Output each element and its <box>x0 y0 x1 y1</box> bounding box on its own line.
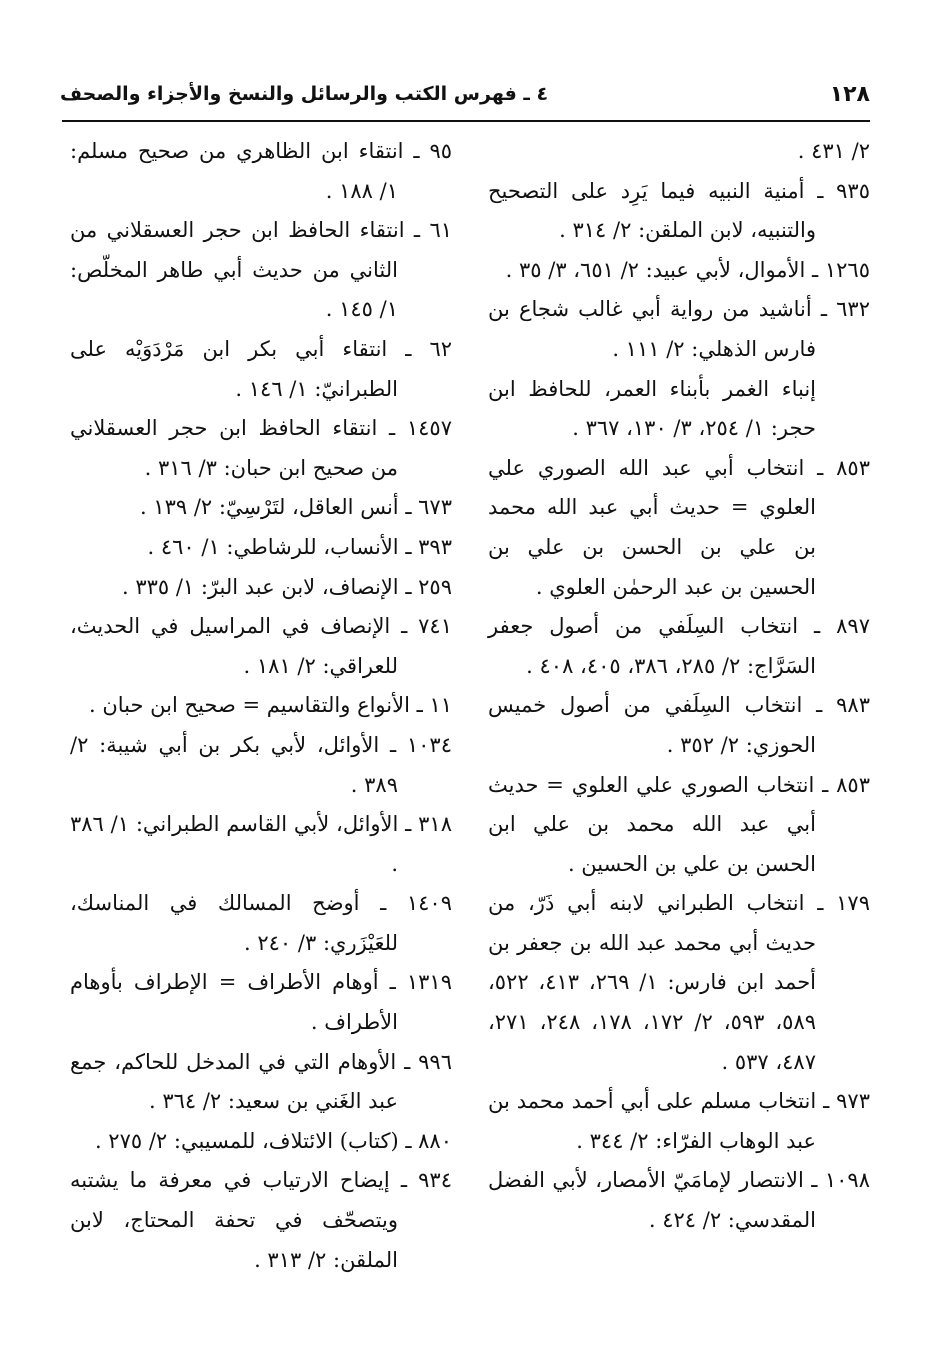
index-entry: ١٤٥٧ ـ انتقاء الحافظ ابن حجر العسقلاني من صحيح ابن حبان: ٣/ ٣١٦ . <box>70 416 452 480</box>
index-entry: ٩٥ ـ انتقاء ابن الظاهري من صحيح مسلم: ١/ ١٨٨ . <box>70 139 452 203</box>
index-entry: ١٤٠٩ ـ أوضح المسالك في المناسك، للعَيْزَري: ٣/ ٢٤٠ . <box>70 891 452 955</box>
index-entry: ٦٣٢ ـ أناشيد من رواية أبي غالب شجاع بن فارس الذهلي: ٢/ ١١١ . <box>488 297 870 361</box>
index-entry: ٩٣٤ ـ إيضاح الارتياب في معرفة ما يشتبه ويتصحّف في تحفة المحتاج، لابن الملقن: ٢/ ٣١٣ . <box>70 1168 452 1272</box>
index-entry: ٩٩٦ ـ الأوهام التي في المدخل للحاكم، جمع عبد الغَني بن سعيد: ٢/ ٣٦٤ . <box>70 1049 452 1114</box>
index-entry: ٦١ ـ انتقاء الحافظ ابن حجر العسقلاني من الثاني من حديث أبي طاهر المخلّص: ١/ ١٤٥ . <box>70 218 452 322</box>
index-entry: ٨٥٣ ـ انتخاب أبي عبد الله الصوري علي العلوي = حديث أبي عبد الله محمد بن علي بن الحسن بن علي بن الحسين بن عبد الرحمٰن العلوي . <box>488 455 870 599</box>
index-entry: ٧٤١ ـ الإنصاف في المراسيل في الحديث، للعراقي: ٢/ ١٨١ . <box>70 614 452 678</box>
index-entry: ٦٧٣ ـ أنس العاقل، لتَرْسِيّ: ٢/ ١٣٩ . <box>139 495 452 520</box>
page-number: ١٢٨ <box>829 81 870 107</box>
header-rule <box>62 120 870 122</box>
left-column <box>70 132 452 1280</box>
index-entry: ٢/ ٤٣١ . <box>797 139 870 163</box>
index-entry: ٩٣٥ ـ أمنية النبيه فيما يَرِد على التصحيح والتنبيه، لابن الملقن: ٢/ ٣١٤ . <box>488 178 870 243</box>
index-entry: ٨٨٠ ـ (كتاب) الائتلاف، للمسيبي: ٢/ ٢٧٥ . <box>94 1128 452 1153</box>
index-entry: ٦٢ ـ انتقاء أبي بكر ابن مَرْدَوَيْه على الطبرانيّ: ١/ ١٤٦ . <box>70 336 452 401</box>
index-entry: ٨٩٧ ـ انتخاب السِلَفي من أصول جعفر السَرَّاج: ٢/ ٢٨٥، ٣٨٦، ٤٠٥، ٤٠٨ . <box>488 614 870 678</box>
index-entry: ٣١٨ ـ الأوائل، لأبي القاسم الطبراني: ١/ ٣٨٦ . <box>70 812 452 876</box>
page-header <box>60 74 870 114</box>
index-entry: ١٠٩٨ ـ الانتصار لإمامَيّ الأمصار، لأبي الفضل المقدسي: ٢/ ٤٢٤ . <box>488 1168 870 1233</box>
index-entry: ١٣١٩ ـ أوهام الأطراف = الإطراف بأوهام الأطراف . <box>70 970 452 1035</box>
index-entry: ٨٥٣ ـ انتخاب الصوري علي العلوي = حديث أبي عبد الله محمد بن علي ابن الحسن بن علي بن الحسين . <box>488 772 870 876</box>
index-entry: ١٠٣٤ ـ الأوائل، لأبي بكر بن أبي شيبة: ٢/ ٣٨٩ . <box>70 732 452 797</box>
right-column <box>488 132 870 1241</box>
index-entry: ٩٧٣ ـ انتخاب مسلم على أبي أحمد محمد بن عبد الوهاب الفرّاء: ٢/ ٣٤٤ . <box>488 1089 870 1153</box>
index-entry: ١١ ـ الأنواع والتقاسيم = صحيح ابن حبان . <box>89 693 452 718</box>
index-entry: ٣٩٣ ـ الأنساب، للرشاطي: ١/ ٤٦٠ . <box>147 534 452 559</box>
index-entry: ١٧٩ ـ انتخاب الطبراني لابنه أبي ذَرّ، من حديث أبي محمد عبد الله بن جعفر بن أحمد ابن فارس: ١/ ٢٦٩، ٤١٣، ٥٢٢، ٥٨٩، ٥٩٣، ٢/ ١٧٢، ١٧٨، ٢٤٨، ٢٧١، ٤٨٧، ٥٣٧ . <box>488 891 870 1074</box>
index-entry: ٩٨٣ ـ انتخاب السِلَفي من أصول خميس الحوزي: ٢/ ٣٥٢ . <box>488 693 870 757</box>
running-title: ٤ ـ فهرس الكتب والرسائل والنسخ والأجزاء والصحف <box>60 83 549 105</box>
index-entry: إنباء الغمر بأبناء العمر، للحافظ ابن حجر: ١/ ٢٥٤، ٣/ ١٣٠، ٣٦٧ . <box>488 376 816 441</box>
index-entry: ١٢٦٥ ـ الأموال، لأبي عبيد: ٢/ ٦٥١، ٣/ ٣٥ . <box>505 257 870 282</box>
index-entry: ٢٥٩ ـ الإنصاف، لابن عبد البرّ: ١/ ٣٣٥ . <box>121 574 452 599</box>
